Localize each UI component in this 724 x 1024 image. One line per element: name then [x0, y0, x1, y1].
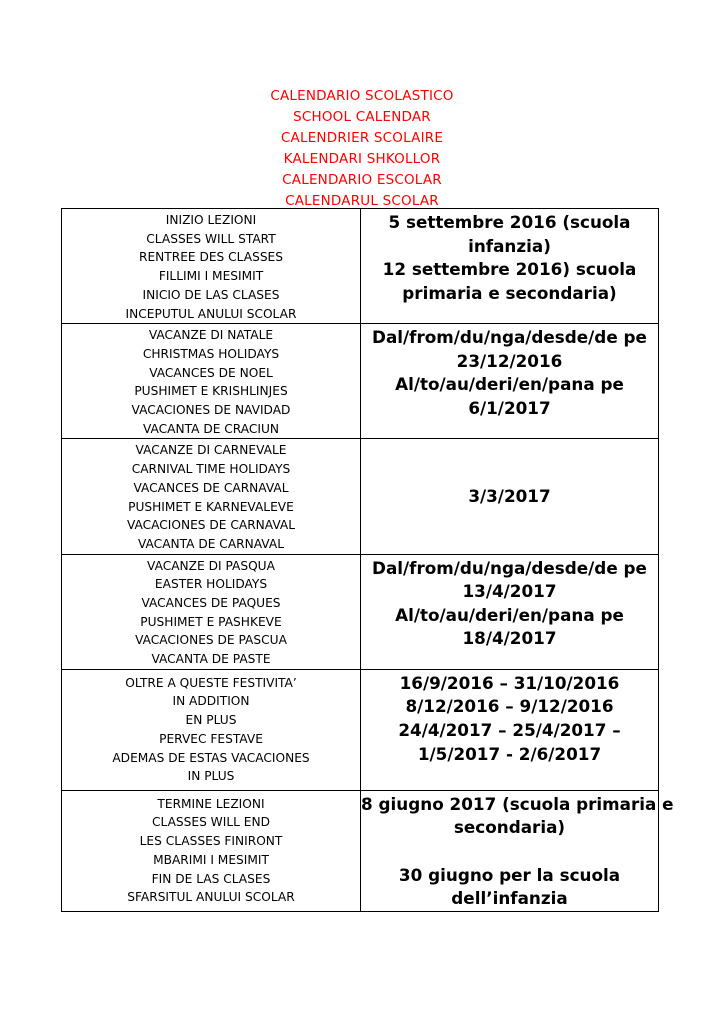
label-line: VACANTA DE PASTE: [151, 652, 271, 667]
label-line: VACACIONES DE NAVIDAD: [131, 403, 291, 418]
label-line: IN ADDITION: [172, 694, 250, 709]
label-line: VACANCES DE CARNAVAL: [133, 480, 289, 495]
row-date-cell: [361, 209, 659, 324]
date-line: 18/4/2017: [462, 628, 557, 649]
table-row-additional-holidays: [62, 669, 659, 790]
label-line: INICIO DE LAS CLASES: [142, 287, 280, 302]
label-line: INIZIO LEZIONI: [165, 213, 257, 227]
label-line: TERMINE LEZIONI: [157, 796, 265, 811]
row-label-cell: [62, 669, 361, 790]
table-row-easter: [62, 554, 659, 669]
date-line: 1/5/2017 - 2/6/2017: [417, 743, 602, 764]
date-line: 8 giugno 2017 (scuola primaria e: [361, 793, 674, 814]
label-line: FILLIMI I MESIMIT: [158, 269, 264, 284]
label-line: VACANZE DI NATALE: [148, 328, 274, 343]
label-line: RENTREE DES CLASSES: [139, 250, 283, 265]
row-label-cell: [62, 790, 361, 911]
date-line: Al/to/au/deri/en/pana pe: [395, 604, 624, 625]
label-line: VACACIONES DE CARNAVAL: [126, 518, 296, 533]
label-line: VACANZE DI CARNEVALE: [135, 443, 287, 458]
row-date-cell: [361, 790, 674, 911]
label-line: PERVEC FESTAVE: [159, 731, 263, 746]
label-line: PUSHIMET E KRISHLINJES: [134, 384, 288, 399]
row-date-cell: [361, 439, 659, 554]
date-spacer: [361, 840, 658, 864]
date-line: Al/to/au/deri/en/pana pe: [395, 374, 624, 395]
title-spanish: CALENDARIO ESCOLAR: [282, 172, 442, 188]
row-label-cell: [62, 554, 361, 669]
title-italian: CALENDARIO SCOLASTICO: [270, 88, 454, 104]
label-line: EASTER HOLIDAYS: [154, 577, 268, 592]
row-label-cell: [62, 209, 361, 324]
label-line: VACANTA DE CARNAVAL: [138, 536, 284, 551]
date-line: infanzia): [468, 235, 551, 256]
table-row-start: [62, 209, 659, 324]
label-line: FIN DE LAS CLASES: [151, 871, 271, 886]
date-line: 16/9/2016 – 31/10/2016: [399, 672, 620, 693]
label-line: VACANCES DE PAQUES: [141, 596, 281, 611]
date-line: Dal/from/du/nga/desde/de pe: [372, 557, 647, 578]
table-row-end: [62, 790, 659, 911]
label-line: MBARIMI I MESIMIT: [153, 852, 269, 867]
label-line: CHRISTMAS HOLIDAYS: [142, 346, 280, 361]
row-date-cell: [361, 554, 659, 669]
date-line: Dal/from/du/nga/desde/de pe: [372, 327, 647, 348]
table-row-christmas: [62, 324, 659, 439]
date-line: 23/12/2016: [456, 350, 563, 371]
date-line: 3/3/2017: [468, 485, 551, 506]
row-date-cell: [361, 324, 659, 439]
label-line: LES CLASSES FINIRONT: [139, 834, 283, 849]
label-line: VACANTA DE CRACIUN: [142, 421, 280, 436]
row-date-cell: [361, 669, 659, 790]
date-line: 24/4/2017 – 25/4/2017 –: [398, 720, 621, 741]
label-line: CLASSES WILL START: [146, 231, 276, 246]
label-line: ADEMAS DE ESTAS VACACIONES: [112, 750, 310, 765]
label-line: CLASSES WILL END: [151, 815, 270, 830]
title-french: CALENDRIER SCOLAIRE: [280, 130, 444, 146]
date-line: dell’infanzia: [451, 888, 568, 909]
label-line: PUSHIMET E PASHKEVE: [140, 614, 282, 629]
date-line: 13/4/2017: [462, 581, 557, 602]
row-label-cell: [62, 439, 361, 554]
date-line: 5 settembre 2016 (scuola: [388, 212, 631, 232]
date-line: 6/1/2017: [468, 398, 551, 418]
date-line: 30 giugno per la scuola: [398, 864, 621, 885]
label-line: OLTRE A QUESTE FESTIVITA’: [125, 675, 297, 690]
date-line: 12 settembre 2016) scuola: [382, 259, 637, 280]
label-line: VACANCES DE NOEL: [149, 365, 273, 380]
label-line: EN PLUS: [185, 713, 237, 728]
label-line: CARNIVAL TIME HOLIDAYS: [131, 462, 291, 477]
calendar-table: [61, 208, 674, 912]
title-romanian: CALENDARUL SCOLAR: [285, 193, 439, 209]
label-line: VACANZE DI PASQUA: [147, 558, 275, 573]
title-english: SCHOOL CALENDAR: [293, 109, 431, 125]
label-line: INCEPUTUL ANULUI SCOLAR: [125, 306, 297, 321]
row-label-cell: [62, 324, 361, 439]
table-row-carnival: [62, 439, 659, 554]
date-line: 8/12/2016 – 9/12/2016: [405, 696, 614, 717]
date-line: secondaria): [453, 817, 566, 838]
label-line: VACACIONES DE PASCUA: [135, 633, 287, 648]
label-line: PUSHIMET E KARNEVALEVE: [128, 499, 294, 514]
date-line: primaria e secondaria): [402, 282, 617, 303]
label-line: IN PLUS: [187, 769, 235, 784]
label-line: SFARSITUL ANULUI SCOLAR: [127, 890, 295, 905]
title-albanian: KALENDARI SHKOLLOR: [283, 151, 441, 167]
calendar-titles: [0, 86, 724, 212]
